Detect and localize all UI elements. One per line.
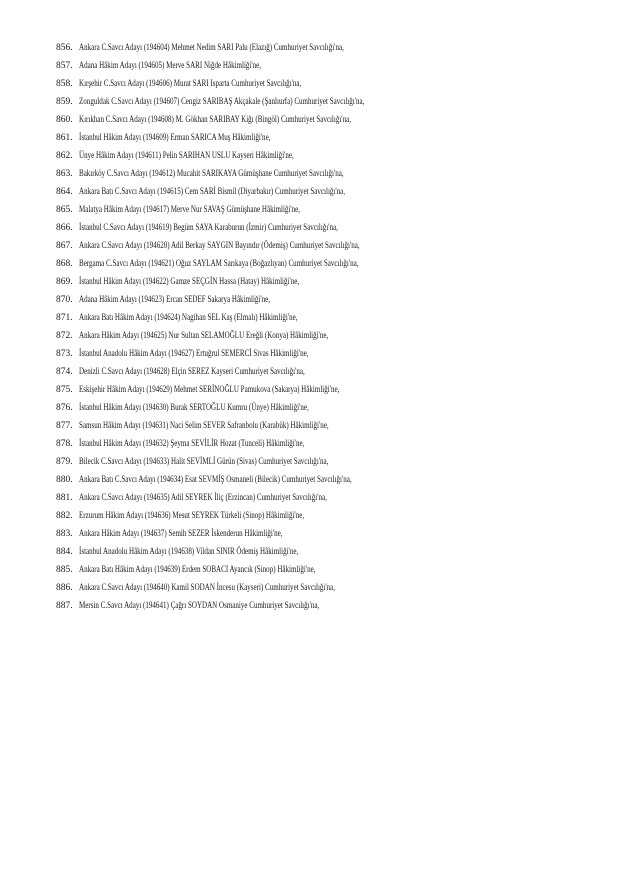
list-item bbox=[0, 276, 620, 294]
entry-text: Zonguldak C.Savcı Adayı (194607) Cengiz SARIBAŞ Akçakale (Şanlıurfa) Cumhuriyet Savcılığı'na, bbox=[79, 97, 365, 107]
list-item bbox=[0, 258, 620, 276]
entry-text: Ankara Hâkim Adayı (194637) Semih SEZER İskenderun Hâkimliği'ne, bbox=[79, 529, 283, 539]
list-item bbox=[0, 330, 620, 348]
entry-number: 875. bbox=[56, 385, 73, 395]
entry-number: 882. bbox=[56, 511, 73, 521]
list-item bbox=[0, 420, 620, 438]
entry-text: Adana Hâkim Adayı (194623) Ercan SEDEF Sakarya Hâkimliği'ne, bbox=[79, 295, 271, 305]
list-item bbox=[0, 186, 620, 204]
entry-number: 872. bbox=[56, 331, 73, 341]
list-item bbox=[0, 312, 620, 330]
list-item bbox=[0, 456, 620, 474]
entry-text: Ankara C.Savcı Adayı (194640) Kamil SODAN İncesu (Kayseri) Cumhuriyet Savcılığı'na, bbox=[79, 583, 336, 593]
list-item bbox=[0, 294, 620, 312]
entry-text: Bergama C.Savcı Adayı (194621) Oğuz SAYLAM Sarıkaya (Boğazlıyan) Cumhuriyet Savcılığı'na, bbox=[79, 259, 359, 269]
list-item bbox=[0, 600, 620, 618]
entry-text: Ankara Hâkim Adayı (194625) Nur Sultan SELAMOĞLU Ereğli (Konya) Hâkimliği'ne, bbox=[79, 331, 329, 341]
list-item bbox=[0, 240, 620, 258]
list-item bbox=[0, 348, 620, 366]
list-item bbox=[0, 132, 620, 150]
list-item bbox=[0, 222, 620, 240]
list-item bbox=[0, 78, 620, 96]
entry-number: 866. bbox=[56, 223, 73, 233]
entry-number: 858. bbox=[56, 79, 73, 89]
entry-number: 884. bbox=[56, 547, 73, 557]
entry-text: İstanbul Anadolu Hâkim Adayı (194627) Ertuğrul SEMERCİ Sivas Hâkimliği'ne, bbox=[79, 349, 309, 359]
entry-number: 856. bbox=[56, 43, 73, 53]
entry-text: İstanbul Anadolu Hâkim Adayı (194638) Vildan SINIR Ödemiş Hâkimliği'ne, bbox=[79, 547, 299, 557]
list-item bbox=[0, 114, 620, 132]
entry-text: İstanbul Hâkim Adayı (194622) Gamze SEÇGİN Hassa (Hatay) Hâkimliği'ne, bbox=[79, 277, 300, 287]
list-item bbox=[0, 150, 620, 168]
list-item bbox=[0, 528, 620, 546]
list-item bbox=[0, 204, 620, 222]
entry-text: Ankara C.Savcı Adayı (194604) Mehmet Nedim SARI Palu (Elazığ) Cumhuriyet Savcılığı'na, bbox=[79, 43, 344, 53]
entry-text: Malatya Hâkim Adayı (194617) Merve Nur SAVAŞ Gümüşhane Hâkimliği'ne, bbox=[79, 205, 301, 215]
list-item bbox=[0, 96, 620, 114]
entry-number: 879. bbox=[56, 457, 73, 467]
list-item bbox=[0, 510, 620, 528]
entry-text: Kırıkhan C.Savcı Adayı (194608) M. Gökhan SARIBAY Kiğı (Bingöl) Cumhuriyet Savcılığı'na, bbox=[79, 115, 351, 125]
list-item bbox=[0, 42, 620, 60]
list-item bbox=[0, 60, 620, 78]
entry-text: Ankara Batı Hâkim Adayı (194624) Nagihan SEL Kaş (Elmalı) Hâkimliği'ne, bbox=[79, 313, 298, 323]
list-item bbox=[0, 438, 620, 456]
entry-text: İstanbul C.Savcı Adayı (194619) Begüm SAYA Karaburun (İzmir) Cumhuriyet Savcılığı'na, bbox=[79, 223, 338, 233]
entry-number: 860. bbox=[56, 115, 73, 125]
entry-text: Ankara C.Savcı Adayı (194620) Adil Berkay SAYGIN Bayındır (Ödemiş) Cumhuriyet Savcılığı'na, bbox=[79, 241, 360, 251]
list-item bbox=[0, 366, 620, 384]
entry-number: 869. bbox=[56, 277, 73, 287]
entry-number: 871. bbox=[56, 313, 73, 323]
entry-number: 862. bbox=[56, 151, 73, 161]
entry-number: 859. bbox=[56, 97, 73, 107]
entry-text: Ankara Batı C.Savcı Adayı (194634) Esat SEVMİŞ Osmaneli (Bilecik) Cumhuriyet Savcılığı'na, bbox=[79, 475, 352, 485]
list-item bbox=[0, 384, 620, 402]
entry-text: İstanbul Hâkim Adayı (194630) Burak SERTOĞLU Kumru (Ünye) Hâkimliği'ne, bbox=[79, 403, 309, 413]
entry-text: İstanbul Hâkim Adayı (194609) Erman SARICA Muş Hâkimliği'ne, bbox=[79, 133, 271, 143]
list-item bbox=[0, 168, 620, 186]
entry-text: Kırşehir C.Savcı Adayı (194606) Murat SARI Isparta Cumhuriyet Savcılığı'na, bbox=[79, 79, 302, 89]
entry-number: 874. bbox=[56, 367, 73, 377]
entry-number: 865. bbox=[56, 205, 73, 215]
entry-number: 863. bbox=[56, 169, 73, 179]
entry-number: 868. bbox=[56, 259, 73, 269]
entry-number: 861. bbox=[56, 133, 73, 143]
entry-text: Ünye Hâkim Adayı (194611) Pelin SARIHAN USLU Kayseri Hâkimliği'ne, bbox=[79, 151, 294, 161]
entry-number: 877. bbox=[56, 421, 73, 431]
list-item bbox=[0, 474, 620, 492]
entry-text: Ankara Batı C.Savcı Adayı (194615) Cem SARİ Bismil (Diyarbakır) Cumhuriyet Savcılığı'na, bbox=[79, 187, 346, 197]
entry-text: Bilecik C.Savcı Adayı (194633) Halit SEVİMLİ Gürün (Sivas) Cumhuriyet Savcılığı'na, bbox=[79, 457, 329, 467]
entry-number: 878. bbox=[56, 439, 73, 449]
entry-number: 886. bbox=[56, 583, 73, 593]
entry-number: 887. bbox=[56, 601, 73, 611]
entry-number: 876. bbox=[56, 403, 73, 413]
entry-text: Adana Hâkim Adayı (194605) Merve SARI Niğde Hâkimliği'ne, bbox=[79, 61, 262, 71]
entry-text: Ankara Batı Hâkim Adayı (194639) Erdem SOBACI Ayancık (Sinop) Hâkimliği'ne, bbox=[79, 565, 316, 575]
list-item bbox=[0, 564, 620, 582]
entry-text: Mersin C.Savcı Adayı (194641) Çağrı SOYDAN Osmaniye Cumhuriyet Savcılığı'na, bbox=[79, 601, 320, 611]
entry-text: Denizli C.Savcı Adayı (194628) Elçin SEREZ Kayseri Cumhuriyet Savcılığı'na, bbox=[79, 367, 305, 377]
entry-number: 880. bbox=[56, 475, 73, 485]
appointment-list bbox=[0, 42, 620, 618]
entry-number: 881. bbox=[56, 493, 73, 503]
list-item bbox=[0, 402, 620, 420]
entry-number: 857. bbox=[56, 61, 73, 71]
entry-number: 883. bbox=[56, 529, 73, 539]
entry-text: Eskişehir Hâkim Adayı (194629) Mehmet SERİNOĞLU Pamukova (Sakarya) Hâkimliği'ne, bbox=[79, 385, 340, 395]
entry-number: 864. bbox=[56, 187, 73, 197]
entry-text: Bakırköy C.Savcı Adayı (194612) Mucahit SARIKAYA Gümüşhane Cumhuriyet Savcılığı'na, bbox=[79, 169, 344, 179]
entry-number: 870. bbox=[56, 295, 73, 305]
entry-text: Ankara C.Savcı Adayı (194635) Adil SEYREK İliç (Erzincan) Cumhuriyet Savcılığı'na, bbox=[79, 493, 327, 503]
entry-number: 873. bbox=[56, 349, 73, 359]
entry-text: Erzurum Hâkim Adayı (194636) Mesut SEYREK Türkeli (Sinop) Hâkimliği'ne, bbox=[79, 511, 305, 521]
entry-number: 867. bbox=[56, 241, 73, 251]
list-item bbox=[0, 582, 620, 600]
entry-text: Samsun Hâkim Adayı (194631) Naci Selim SEVER Safranbolu (Karabük) Hâkimliği'ne, bbox=[79, 421, 329, 431]
entry-number: 885. bbox=[56, 565, 73, 575]
entry-text: İstanbul Hâkim Adayı (194632) Şeyma SEVİLİR Hozat (Tunceli) Hâkimliği'ne, bbox=[79, 439, 305, 449]
list-item bbox=[0, 492, 620, 510]
list-item bbox=[0, 546, 620, 564]
